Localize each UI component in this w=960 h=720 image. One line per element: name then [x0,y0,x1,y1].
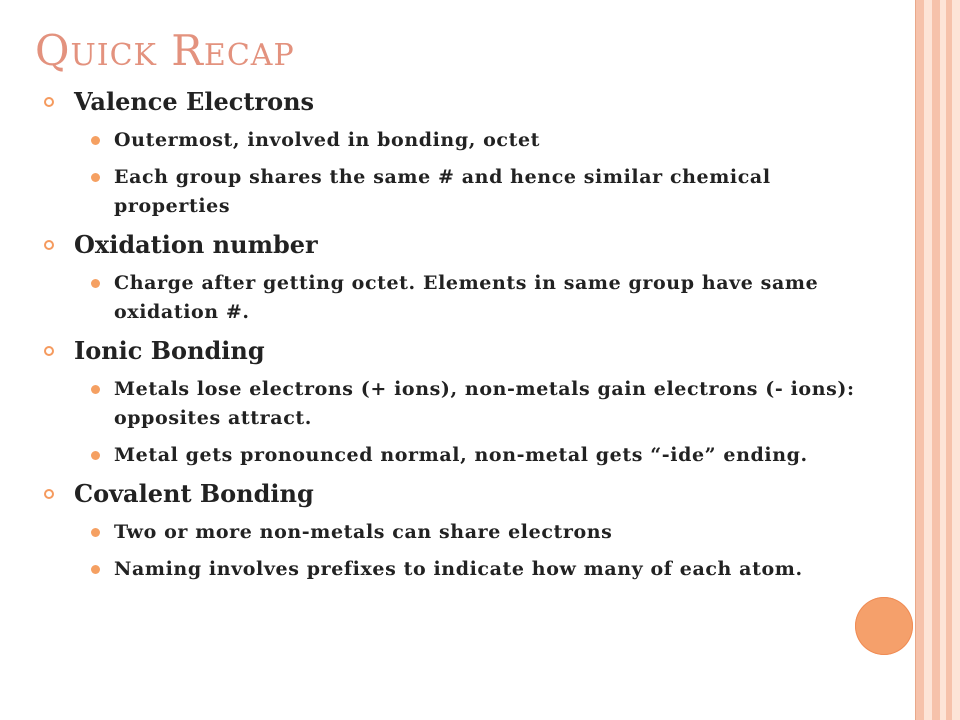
decor-circle [855,597,913,655]
bullet-text: Outermost, involved in bonding, octet [114,129,541,151]
ring-bullet-icon [44,346,54,356]
slide-title [35,26,295,75]
bullet-item [44,375,874,433]
title-initial: Q [35,26,71,75]
decor-stripe [952,0,960,720]
dot-bullet-icon [91,451,100,460]
section-heading-text: Ionic Bonding [74,336,265,365]
decor-stripe [916,0,924,720]
bullet-text: Naming involves prefixes to indicate how many of each atom. [114,558,803,580]
dot-bullet-icon [91,136,100,145]
decor-stripe [924,0,932,720]
ring-bullet-icon [44,240,54,250]
slide-body [44,86,904,584]
dot-bullet-icon [91,565,100,574]
bullet-text: Metals lose electrons (+ ions), non-metals gain electrons (- ions): opposites attract. [114,378,855,429]
section-heading [44,335,904,367]
title-initial: R [171,26,204,75]
section-heading [44,229,904,261]
dot-bullet-icon [91,528,100,537]
bullet-text: Each group shares the same # and hence similar chemical properties [114,166,771,217]
bullet-item [44,163,874,221]
dot-bullet-icon [91,385,100,394]
bullet-item [44,126,874,155]
title-smallcaps: ECAP [203,38,295,73]
dot-bullet-icon [91,279,100,288]
bullet-item [44,555,874,584]
section-heading-text: Oxidation number [74,230,318,259]
section-heading-text: Covalent Bonding [74,479,314,508]
dot-bullet-icon [91,173,100,182]
ring-bullet-icon [44,97,54,107]
bullet-text: Charge after getting octet. Elements in same group have same oxidation #. [114,272,819,323]
section-heading-text: Valence Electrons [74,87,315,116]
decor-stripe [932,0,940,720]
bullet-item [44,518,874,547]
title-smallcaps: UICK [70,38,157,73]
bullet-text: Metal gets pronounced normal, non-metal gets “-ide” ending. [114,444,808,466]
ring-bullet-icon [44,489,54,499]
bullet-text: Two or more non-metals can share electrons [114,521,613,543]
section-heading [44,86,904,118]
bullet-item [44,269,874,327]
bullet-item [44,441,874,470]
section-heading [44,478,904,510]
